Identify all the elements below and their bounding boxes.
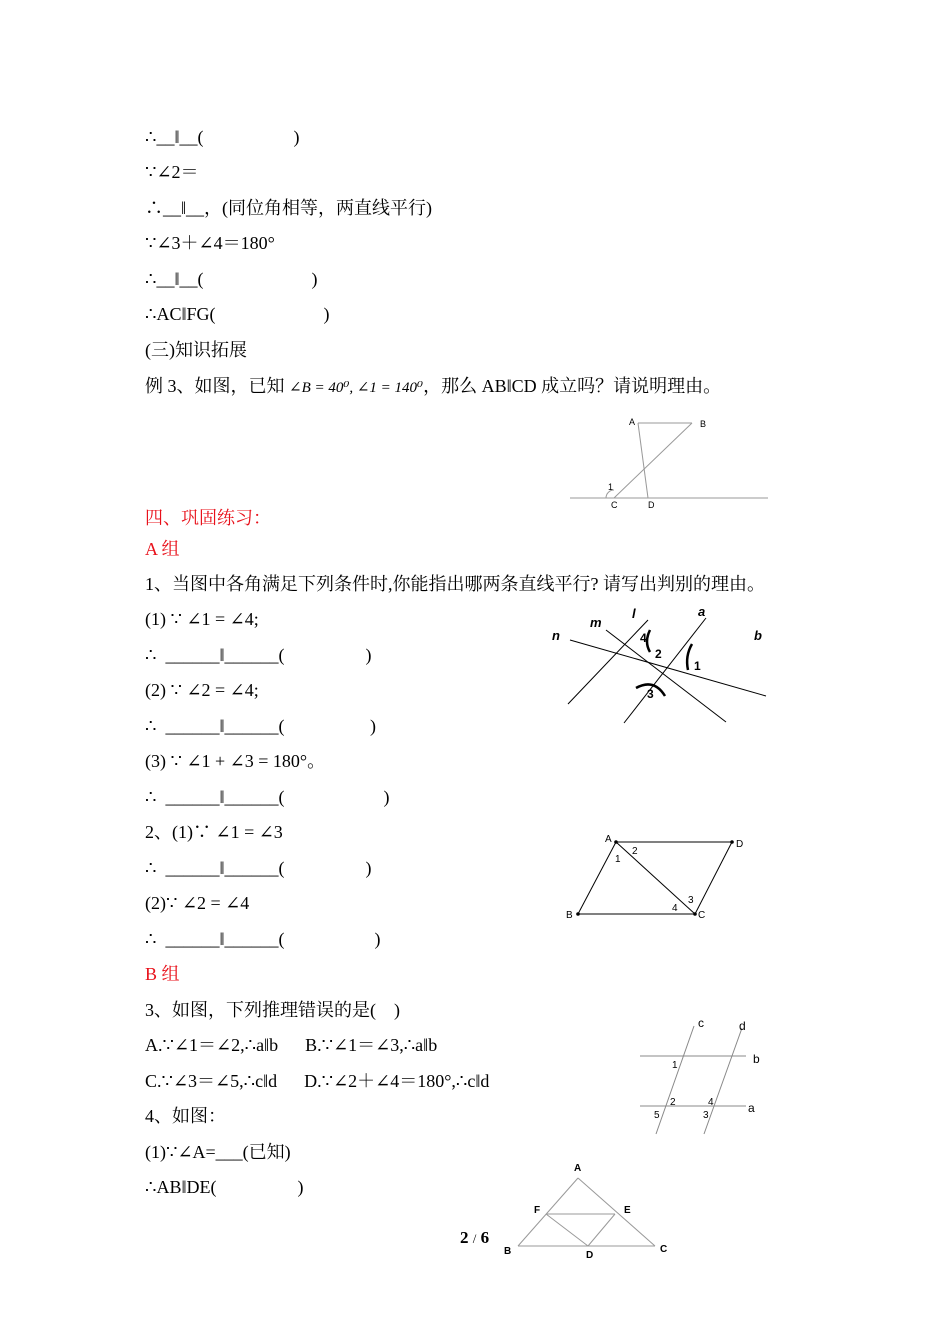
label-angle-4: 4 [672,903,678,914]
proof-line-4: ∵∠3＋∠4＝180° [145,233,275,253]
proof-line-5: ∴__‖__( ) [145,269,318,289]
question-2-answer-1: ∴ ______‖______( ) [145,858,372,878]
question-4: 4、如图： [145,1106,226,1126]
label-angle-3: 3 [703,1110,709,1121]
figure-example-3 [570,412,770,512]
label-m: m [590,615,602,630]
question-1-part-2: (2) ∵ ∠2 = ∠4; [145,680,259,700]
label-angle-3: 3 [688,895,694,906]
label-angle-2: 2 [632,846,638,857]
question-1-part-1: (1) ∵ ∠1 = ∠4; [145,609,259,629]
label-angle-2: 2 [655,647,662,661]
example-3: 例 3、如图，已知 ∠B = 40⁰, ∠1 = 140⁰，那么 AB‖CD 成立吗？请说明理由。 [145,376,722,396]
label-D: D [736,839,744,850]
figure-question-2 [560,830,755,925]
label-b: b [753,1052,760,1066]
label-l: l [632,606,636,621]
label-D: D [586,1250,594,1261]
question-3: 3、如图，下列推理错误的是( ) [145,1000,400,1020]
label-D: D [648,500,655,510]
label-angle-1: 1 [615,854,621,865]
proof-line-2: ∵∠2＝ [145,162,199,182]
section-knowledge-extension: (三)知识拓展 [145,340,247,360]
label-angle-4: 4 [708,1097,714,1108]
proof-line-6: ∴AC‖FG( ) [145,304,330,324]
page-number: 2 / 6 [460,1228,490,1247]
label-B: B [504,1246,512,1257]
label-A: A [605,834,612,845]
label-c: c [698,1016,704,1030]
label-B: B [700,419,707,429]
label-A: A [629,417,636,427]
question-4-answer-1: ∴AB‖DE( ) [145,1177,304,1197]
label-A: A [574,1163,582,1174]
question-1: 1、当图中各角满足下列条件时,你能指出哪两条直线平行? 请写出判别的理由。 [145,574,765,594]
label-F: F [534,1205,541,1216]
label-C: C [611,500,618,510]
question-4-part-1: (1)∵∠A=___(已知) [145,1142,291,1162]
label-C: C [698,910,706,921]
question-1-part-3: (3) ∵ ∠1 + ∠3 = 180°。 [145,751,326,771]
group-a-heading: A 组 [145,539,180,559]
question-1-answer-3: ∴ ______‖______( ) [145,787,390,807]
label-b: b [754,628,762,643]
label-angle-2: 2 [670,1097,676,1108]
question-1-answer-1: ∴ ______‖______( ) [145,645,372,665]
question-3-options-ab: A.∵∠1＝∠2,∴a‖b B.∵∠1＝∠3,∴a‖b [145,1035,438,1055]
label-a: a [748,1101,755,1115]
question-3-options-cd: C.∵∠3＝∠5,∴c‖d D.∵∠2＋∠4＝180°,∴c‖d [145,1071,490,1091]
label-angle-1: 1 [608,482,614,492]
label-angle-5: 5 [654,1110,660,1121]
label-angle-4: 4 [640,631,647,645]
group-b-heading: B 组 [145,964,180,984]
figure-question-1 [548,600,773,730]
label-n: n [552,628,560,643]
label-angle-1: 1 [672,1060,678,1071]
label-E: E [624,1205,631,1216]
question-1-answer-2: ∴ ______‖______( ) [145,716,376,736]
question-2-part-2: (2)∵ ∠2 = ∠4 [145,893,250,913]
label-a: a [698,604,706,619]
label-d: d [739,1019,746,1033]
proof-line-1: ∴__‖__( ) [145,127,300,147]
label-angle-3: 3 [647,687,654,701]
label-angle-1: 1 [694,659,701,673]
section-consolidation: 四、巩固练习： [145,508,271,528]
example-3-math: ∠B = 40⁰, ∠1 = 140⁰ [289,380,424,396]
proof-line-3: ∴__‖__，(同位角相等，两直线平行) [145,198,433,218]
figure-question-3 [636,1010,766,1140]
label-C: C [660,1244,668,1255]
question-2-answer-2: ∴ ______‖______( ) [145,929,381,949]
question-2-part-1: 2、(1)∵ ∠1 = ∠3 [145,822,283,842]
label-B: B [566,910,573,921]
figure-question-4 [500,1158,680,1264]
